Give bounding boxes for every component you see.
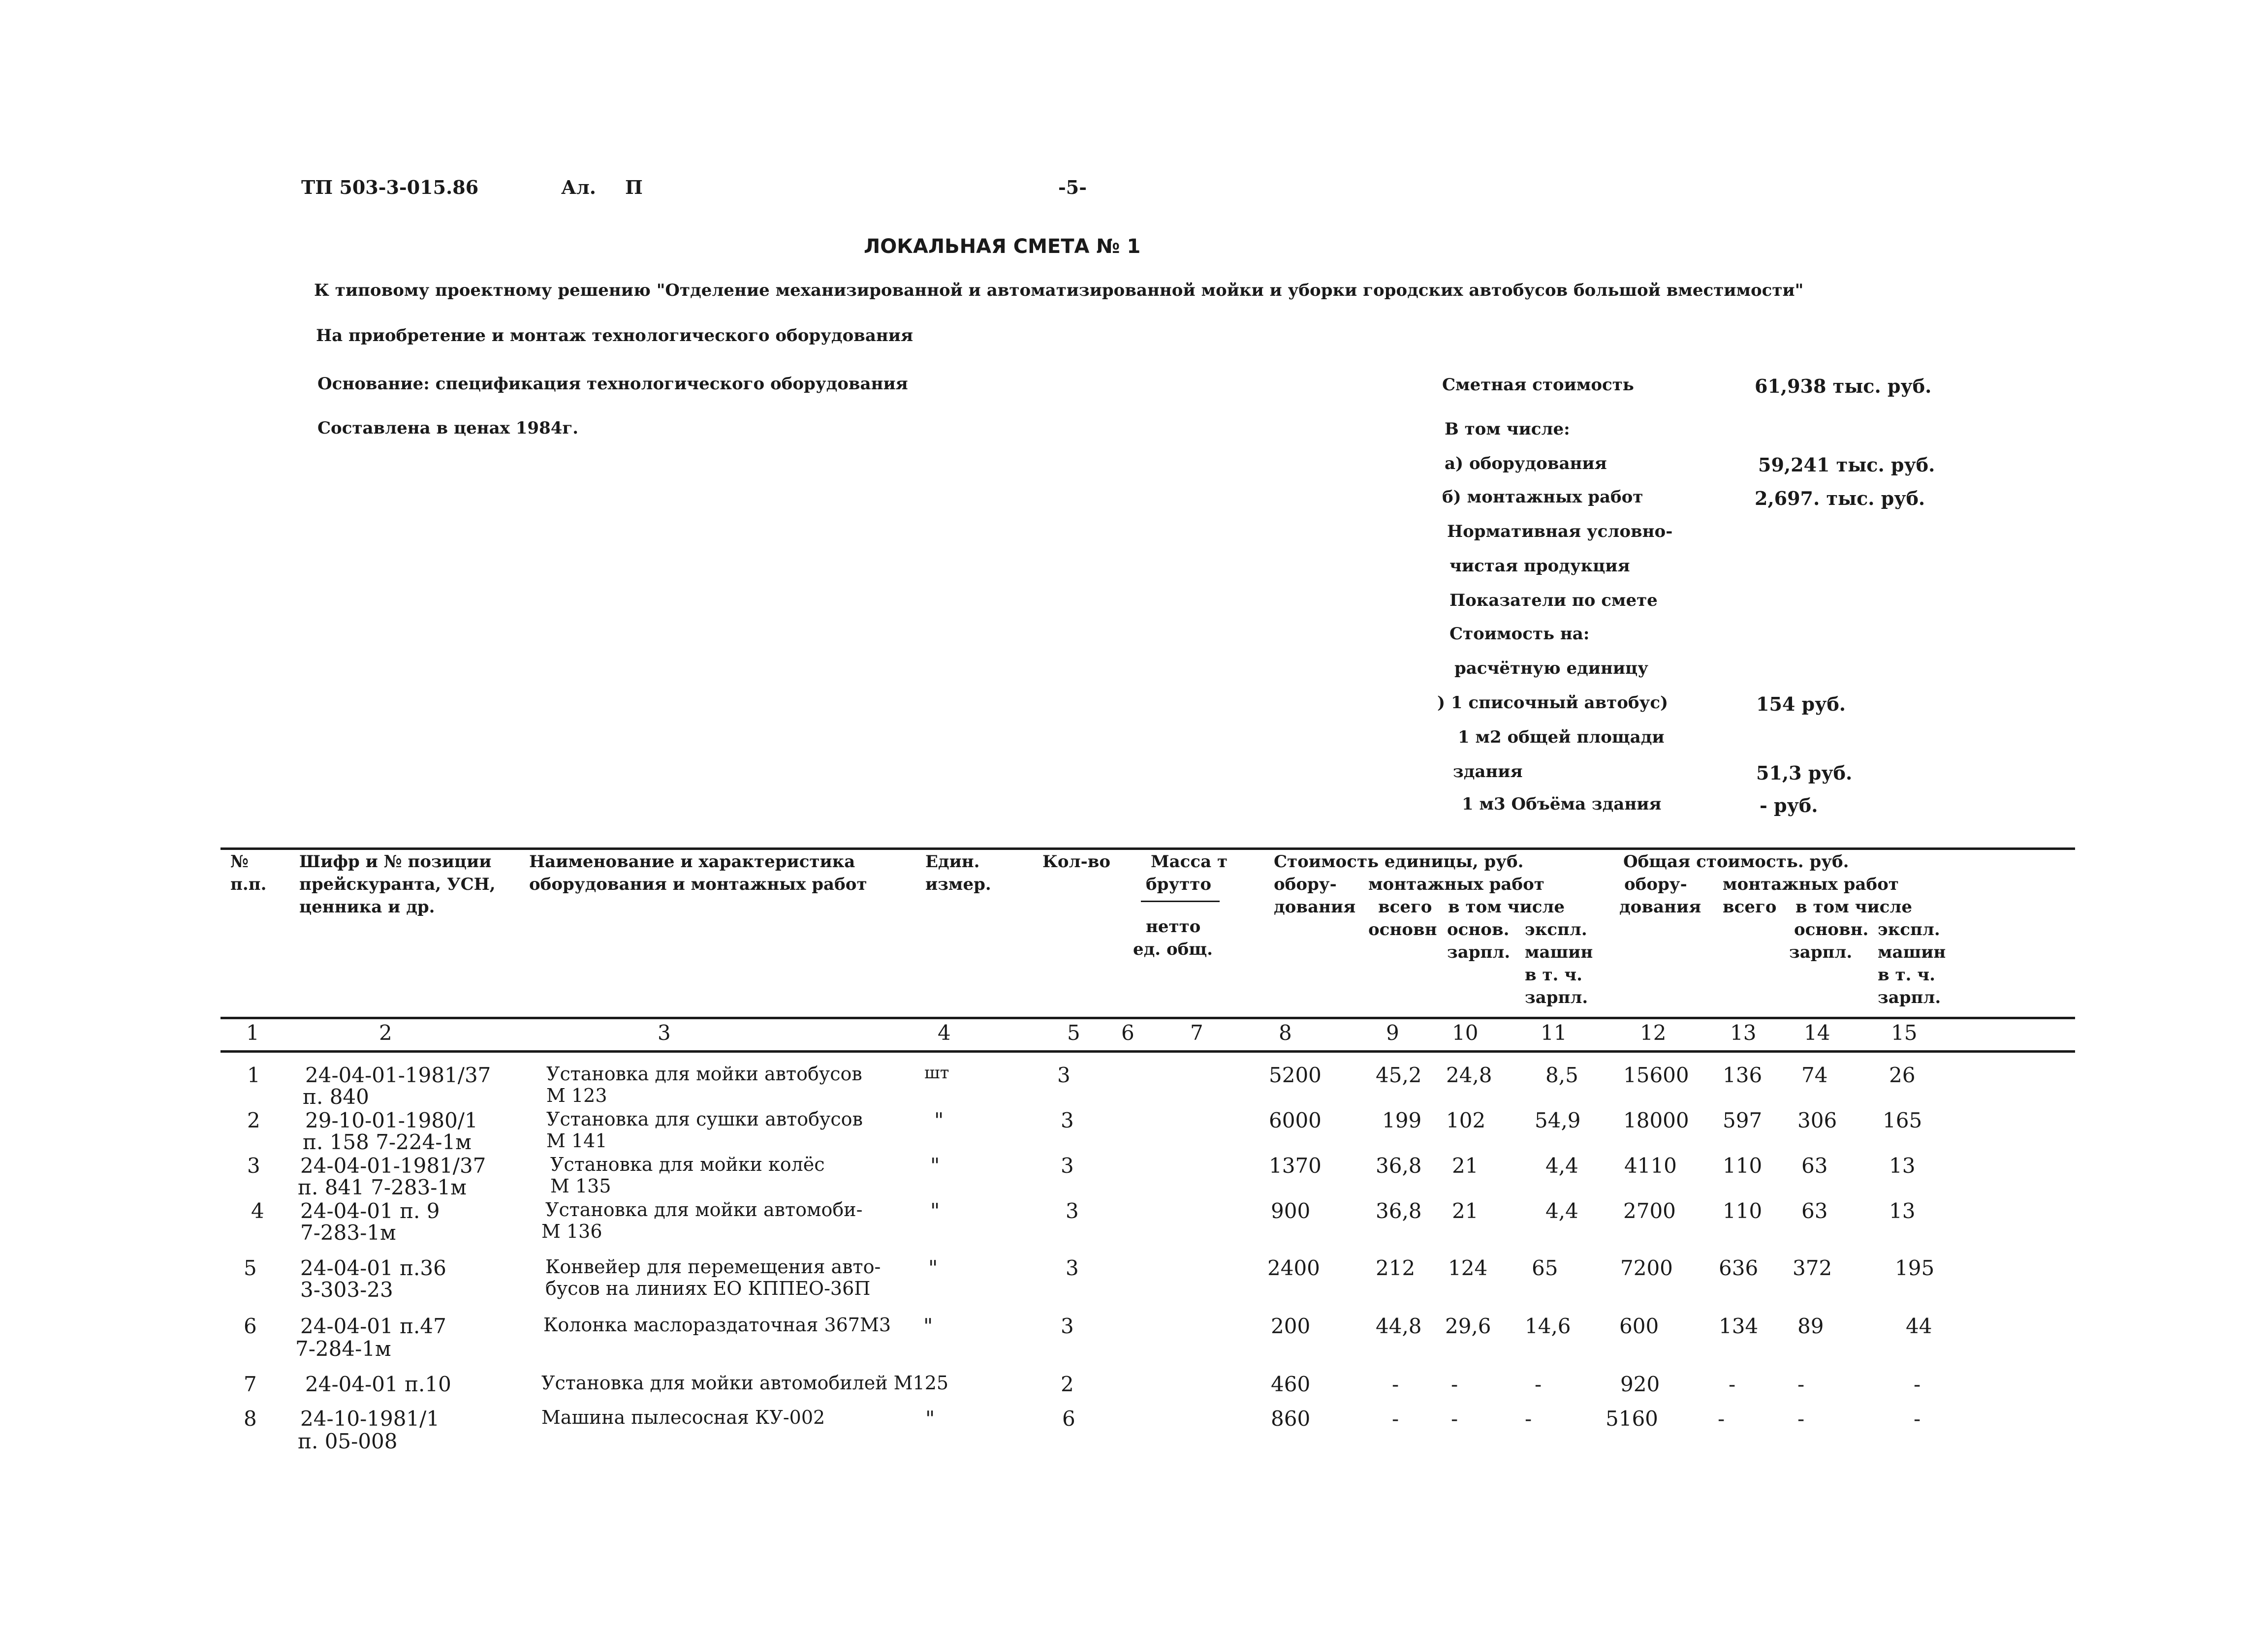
per-bus-value: 154 руб. (1756, 693, 1846, 715)
row-number: 1 (247, 1063, 260, 1087)
header-unit-machines-line1: экспл. (1525, 920, 1587, 940)
header-unit-install-all (1368, 896, 1437, 941)
row-unit: " (930, 1154, 940, 1178)
colnum-3: 3 (658, 1021, 671, 1045)
header-unit-install: монтажных работ (1368, 875, 1544, 894)
intro-prices-line: Составлена в ценах 1984г. (317, 418, 579, 438)
header-total-machines-line2: машин (1878, 942, 1946, 962)
colnum-13: 13 (1730, 1021, 1757, 1045)
row-total-install: 134 (1719, 1314, 1759, 1338)
header-total-salary-line1: основн. (1794, 920, 1869, 940)
row-code: 24-04-01-1981/37 (300, 1154, 486, 1178)
header-total-machines (1878, 918, 1946, 1009)
header-unit-incl-part2: числе (1507, 897, 1565, 917)
row-total-salary: 63 (1801, 1154, 1828, 1178)
header-name-line2: оборудования и монтажных работ (529, 875, 867, 894)
row-total-machines: - (1914, 1407, 1921, 1431)
indicators-label: Показатели по смете (1449, 591, 1658, 610)
row-total-install: 136 (1723, 1063, 1763, 1087)
row-total-equip: 2700 (1623, 1199, 1676, 1223)
header-total-machines-line4: зарпл. (1878, 988, 1941, 1007)
row-unit: " (928, 1256, 938, 1280)
per-volume-value: - руб. (1760, 794, 1818, 816)
row-name: Колонка маслораздаточная 367М3 (543, 1314, 891, 1336)
normative-label-1: Нормативная условно- (1447, 522, 1673, 541)
calc-unit-label: расчётную единицу (1454, 658, 1648, 678)
header-no (230, 850, 266, 896)
column-number-rule (220, 1050, 2075, 1053)
header-unit-machines-line2: машин (1525, 942, 1593, 962)
equipment-cost-value: 59,241 тыс. руб. (1758, 454, 1935, 476)
row-name-model: М 135 (550, 1175, 611, 1197)
row-unit-install-all: - (1392, 1372, 1399, 1396)
header-mass-per: ед. общ. (1133, 940, 1213, 959)
header-unit-machines-line4: зарпл. (1525, 988, 1588, 1007)
header-no-line1: № (230, 852, 249, 872)
row-number: 3 (247, 1154, 260, 1178)
row-name-model: бусов на линиях ЕО КППЕО-36П (545, 1278, 871, 1299)
row-unit-equip: 860 (1271, 1407, 1311, 1431)
header-unit-equip-line2: дования (1274, 897, 1356, 917)
header-code-line3: ценника и др. (299, 897, 435, 917)
header-unit-equip (1274, 873, 1355, 918)
row-name: Установка для мойки колёс (550, 1154, 825, 1175)
header-code-line2: прейскуранта, УСН, (299, 875, 496, 894)
colnum-6: 6 (1121, 1021, 1134, 1045)
intro-basis-line: Основание: спецификация технологического оборудования (317, 374, 908, 394)
mass-divider (1141, 901, 1220, 902)
row-unit-install-all: 199 (1382, 1108, 1422, 1132)
row-unit-salary: - (1451, 1407, 1458, 1431)
row-unit-install-all: 44,8 (1376, 1314, 1422, 1338)
row-qty: 2 (1061, 1372, 1074, 1396)
row-total-install: 110 (1723, 1154, 1763, 1178)
row-total-install: - (1729, 1372, 1736, 1396)
row-total-install: 110 (1723, 1199, 1763, 1223)
row-unit-install-all: 36,8 (1376, 1154, 1422, 1178)
album-label: Ал. (561, 176, 596, 198)
row-total-install: 597 (1723, 1108, 1763, 1132)
row-total-equip: 5160 (1606, 1407, 1658, 1431)
row-number: 4 (251, 1199, 264, 1223)
header-unit-salary (1447, 918, 1510, 964)
row-name: Машина пылесосная КУ-002 (541, 1407, 825, 1428)
row-total-equip: 920 (1620, 1372, 1660, 1396)
header-unit-line1: Един. (925, 852, 980, 872)
colnum-8: 8 (1279, 1021, 1292, 1045)
intro-purpose-line: На приобретение и монтаж технологического оборудования (316, 326, 914, 345)
row-code: 29-10-01-1980/1 (305, 1108, 478, 1132)
row-number: 5 (244, 1256, 257, 1280)
row-code: 24-04-01 п. 9 (300, 1199, 440, 1223)
row-qty: 3 (1061, 1154, 1074, 1178)
row-unit-salary: 21 (1452, 1199, 1479, 1223)
row-qty: 3 (1057, 1063, 1071, 1087)
row-unit-machines: 54,9 (1535, 1108, 1581, 1132)
row-total-salary: 89 (1797, 1314, 1824, 1338)
row-unit-salary: 29,6 (1445, 1314, 1491, 1338)
colnum-5: 5 (1067, 1021, 1080, 1045)
album-number: П (625, 176, 643, 198)
header-quantity: Кол-во (1042, 852, 1110, 872)
row-code-ref: п. 05-008 (298, 1429, 398, 1453)
row-code-ref: п. 841 7-283-1м (298, 1175, 467, 1199)
row-name: Установка для мойки автобусов (546, 1063, 862, 1085)
row-qty: 3 (1061, 1314, 1074, 1338)
row-unit: " (934, 1108, 944, 1132)
row-name-model: М 136 (541, 1221, 602, 1242)
row-unit: " (930, 1199, 940, 1223)
row-total-salary: - (1797, 1372, 1805, 1396)
row-total-machines: - (1914, 1372, 1921, 1396)
header-total-machines-line3: в т. ч. (1878, 965, 1935, 985)
row-code-ref: 3-303-23 (300, 1278, 393, 1302)
row-total-equip: 7200 (1620, 1256, 1673, 1280)
row-unit-install-all: 36,8 (1376, 1199, 1422, 1223)
row-unit-machines: 65 (1532, 1256, 1558, 1280)
header-unit-install-all-line2: основн (1368, 920, 1437, 940)
header-unit-incl-part1: в том (1448, 897, 1502, 917)
row-unit-salary: 102 (1446, 1108, 1486, 1132)
row-total-equip: 18000 (1623, 1108, 1689, 1132)
header-unit-incl (1448, 896, 1565, 918)
row-total-machines: 44 (1906, 1314, 1932, 1338)
row-unit-equip: 460 (1271, 1372, 1311, 1396)
per-area-label: 1 м2 общей площади (1458, 727, 1665, 747)
row-total-machines: 13 (1889, 1154, 1916, 1178)
page-number: -5- (1058, 176, 1087, 198)
header-total-cost: Общая стоимость. руб. (1623, 852, 1849, 872)
row-unit-machines: 4,4 (1545, 1154, 1578, 1178)
row-code: 24-10-1981/1 (300, 1407, 440, 1431)
normative-label-2: чистая продукция (1449, 556, 1630, 576)
row-name-model: М 123 (546, 1085, 607, 1106)
row-unit-equip: 200 (1271, 1314, 1311, 1338)
row-name: Установка для сушки автобусов (546, 1108, 863, 1130)
header-total-install-all: всего (1723, 897, 1777, 917)
row-total-salary: 74 (1801, 1063, 1828, 1087)
header-total-incl: в том числе (1796, 897, 1912, 917)
row-unit-equip: 1370 (1269, 1154, 1322, 1178)
installation-cost-label: б) монтажных работ (1442, 487, 1643, 507)
row-total-install: 636 (1719, 1256, 1759, 1280)
row-code-ref: п. 840 (303, 1085, 369, 1109)
row-code: 24-04-01-1981/37 (305, 1063, 491, 1087)
per-volume-label: 1 м3 Объёма здания (1462, 794, 1662, 814)
row-qty: 3 (1061, 1108, 1074, 1132)
row-total-install: - (1718, 1407, 1725, 1431)
estimate-cost-value: 61,938 тыс. руб. (1755, 375, 1932, 397)
document-code: ТП 503-3-015.86 (301, 176, 479, 198)
row-name-model: М 141 (546, 1130, 607, 1152)
row-name: Конвейер для перемещения авто- (545, 1256, 881, 1278)
colnum-11: 11 (1541, 1021, 1567, 1045)
row-unit: шт (924, 1063, 949, 1083)
header-unit-machines (1525, 918, 1593, 1009)
row-unit-install-all: 45,2 (1376, 1063, 1422, 1087)
colnum-12: 12 (1640, 1021, 1667, 1045)
header-name (529, 850, 867, 896)
row-unit-salary: 24,8 (1446, 1063, 1492, 1087)
header-unit-salary-line2: зарпл. (1447, 942, 1511, 962)
colnum-10: 10 (1452, 1021, 1479, 1045)
row-unit-salary: 21 (1452, 1154, 1479, 1178)
colnum-7: 7 (1190, 1021, 1203, 1045)
header-total-equip-line2: дования (1619, 897, 1701, 917)
colnum-14: 14 (1804, 1021, 1830, 1045)
header-total-equip (1619, 873, 1701, 918)
row-total-machines: 165 (1883, 1108, 1922, 1132)
row-unit-machines: 14,6 (1525, 1314, 1571, 1338)
row-unit-equip: 5200 (1269, 1063, 1322, 1087)
header-unit (925, 850, 991, 896)
header-mass-net: нетто (1146, 917, 1201, 937)
row-name: Установка для мойки автомобилей М125 (541, 1372, 949, 1394)
row-total-salary: 306 (1797, 1108, 1837, 1132)
header-total-machines-line1: экспл. (1878, 920, 1940, 940)
row-total-equip: 4110 (1624, 1154, 1677, 1178)
row-unit-machines: - (1525, 1407, 1532, 1431)
equipment-cost-label: а) оборудования (1445, 454, 1607, 473)
row-qty: 3 (1066, 1256, 1079, 1280)
header-unit-line2: измер. (925, 875, 991, 894)
row-name: Установка для мойки автомоби- (545, 1199, 863, 1221)
installation-cost-value: 2,697. тыс. руб. (1755, 487, 1925, 509)
row-number: 6 (244, 1314, 257, 1338)
row-unit: " (925, 1407, 935, 1431)
row-unit-salary: 124 (1448, 1256, 1488, 1280)
row-unit-install-all: 212 (1376, 1256, 1416, 1280)
row-unit: " (923, 1314, 933, 1338)
header-total-equip-line1: обору- (1624, 875, 1687, 894)
row-total-salary: 63 (1801, 1199, 1828, 1223)
intro-project-line: К типовому проектному решению "Отделение механизированной и автоматизированной мойки и уборки городских автобусов большой вместимости" (314, 281, 1804, 300)
header-total-salary-line2: зарпл. (1789, 942, 1853, 962)
header-total-install: монтажных работ (1723, 875, 1899, 894)
header-unit-equip-line1: обору- (1274, 875, 1337, 894)
per-bus-label: ) 1 списочный автобус) (1437, 693, 1669, 713)
header-mass-line1: Масса т (1151, 852, 1228, 872)
estimate-cost-label: Сметная стоимость (1442, 375, 1634, 395)
row-unit-salary: - (1451, 1372, 1458, 1396)
row-number: 2 (247, 1108, 260, 1132)
row-code: 24-04-01 п.10 (305, 1372, 451, 1396)
per-area-value: 51,3 руб. (1756, 762, 1853, 784)
row-unit-equip: 900 (1271, 1199, 1311, 1223)
header-code (299, 850, 496, 918)
colnum-2: 2 (379, 1021, 392, 1045)
header-mass (1146, 850, 1228, 896)
row-unit-equip: 6000 (1269, 1108, 1322, 1132)
colnum-4: 4 (938, 1021, 951, 1045)
header-unit-cost: Стоимость единицы, руб. (1274, 852, 1524, 872)
row-code-ref: 7-283-1м (300, 1221, 396, 1245)
including-label: В том числе: (1445, 419, 1570, 439)
header-unit-machines-line3: в т. ч. (1525, 965, 1582, 985)
row-code: 24-04-01 п.36 (300, 1256, 446, 1280)
header-unit-install-all-line1: всего (1378, 897, 1432, 917)
header-unit-salary-line1: основ. (1447, 920, 1510, 940)
row-qty: 3 (1066, 1199, 1079, 1223)
row-total-machines: 13 (1889, 1199, 1916, 1223)
row-code-ref: п. 158 7-224-1м (303, 1130, 472, 1154)
colnum-1: 1 (246, 1021, 259, 1045)
row-code-ref: 7-284-1м (295, 1337, 391, 1361)
header-no-line2: п.п. (230, 875, 267, 894)
row-total-salary: - (1797, 1407, 1805, 1431)
table-top-rule (220, 847, 2075, 850)
header-code-line1: Шифр и № позиции (299, 852, 492, 872)
header-name-line1: Наименование и характеристика (529, 852, 855, 872)
header-total-salary (1789, 918, 1868, 964)
row-total-equip: 15600 (1623, 1063, 1689, 1087)
per-area-label-2: здания (1453, 762, 1523, 782)
cost-per-label: Стоимость на: (1449, 624, 1590, 644)
row-unit-install-all: - (1392, 1407, 1399, 1431)
colnum-15: 15 (1891, 1021, 1918, 1045)
row-unit-machines: 4,4 (1545, 1199, 1578, 1223)
row-total-machines: 26 (1889, 1063, 1916, 1087)
row-qty: 6 (1062, 1407, 1075, 1431)
row-number: 8 (244, 1407, 257, 1431)
row-number: 7 (244, 1372, 257, 1396)
row-total-machines: 195 (1895, 1256, 1935, 1280)
row-code: 24-04-01 п.47 (300, 1314, 446, 1338)
row-unit-machines: 8,5 (1545, 1063, 1578, 1087)
row-unit-equip: 2400 (1267, 1256, 1320, 1280)
row-total-equip: 600 (1619, 1314, 1659, 1338)
row-unit-machines: - (1535, 1372, 1542, 1396)
header-bottom-rule (220, 1017, 2075, 1019)
colnum-9: 9 (1386, 1021, 1399, 1045)
header-mass-gross: брутто (1146, 875, 1212, 894)
page-title: ЛОКАЛЬНАЯ СМЕТА № 1 (864, 235, 1141, 258)
row-total-salary: 372 (1793, 1256, 1832, 1280)
